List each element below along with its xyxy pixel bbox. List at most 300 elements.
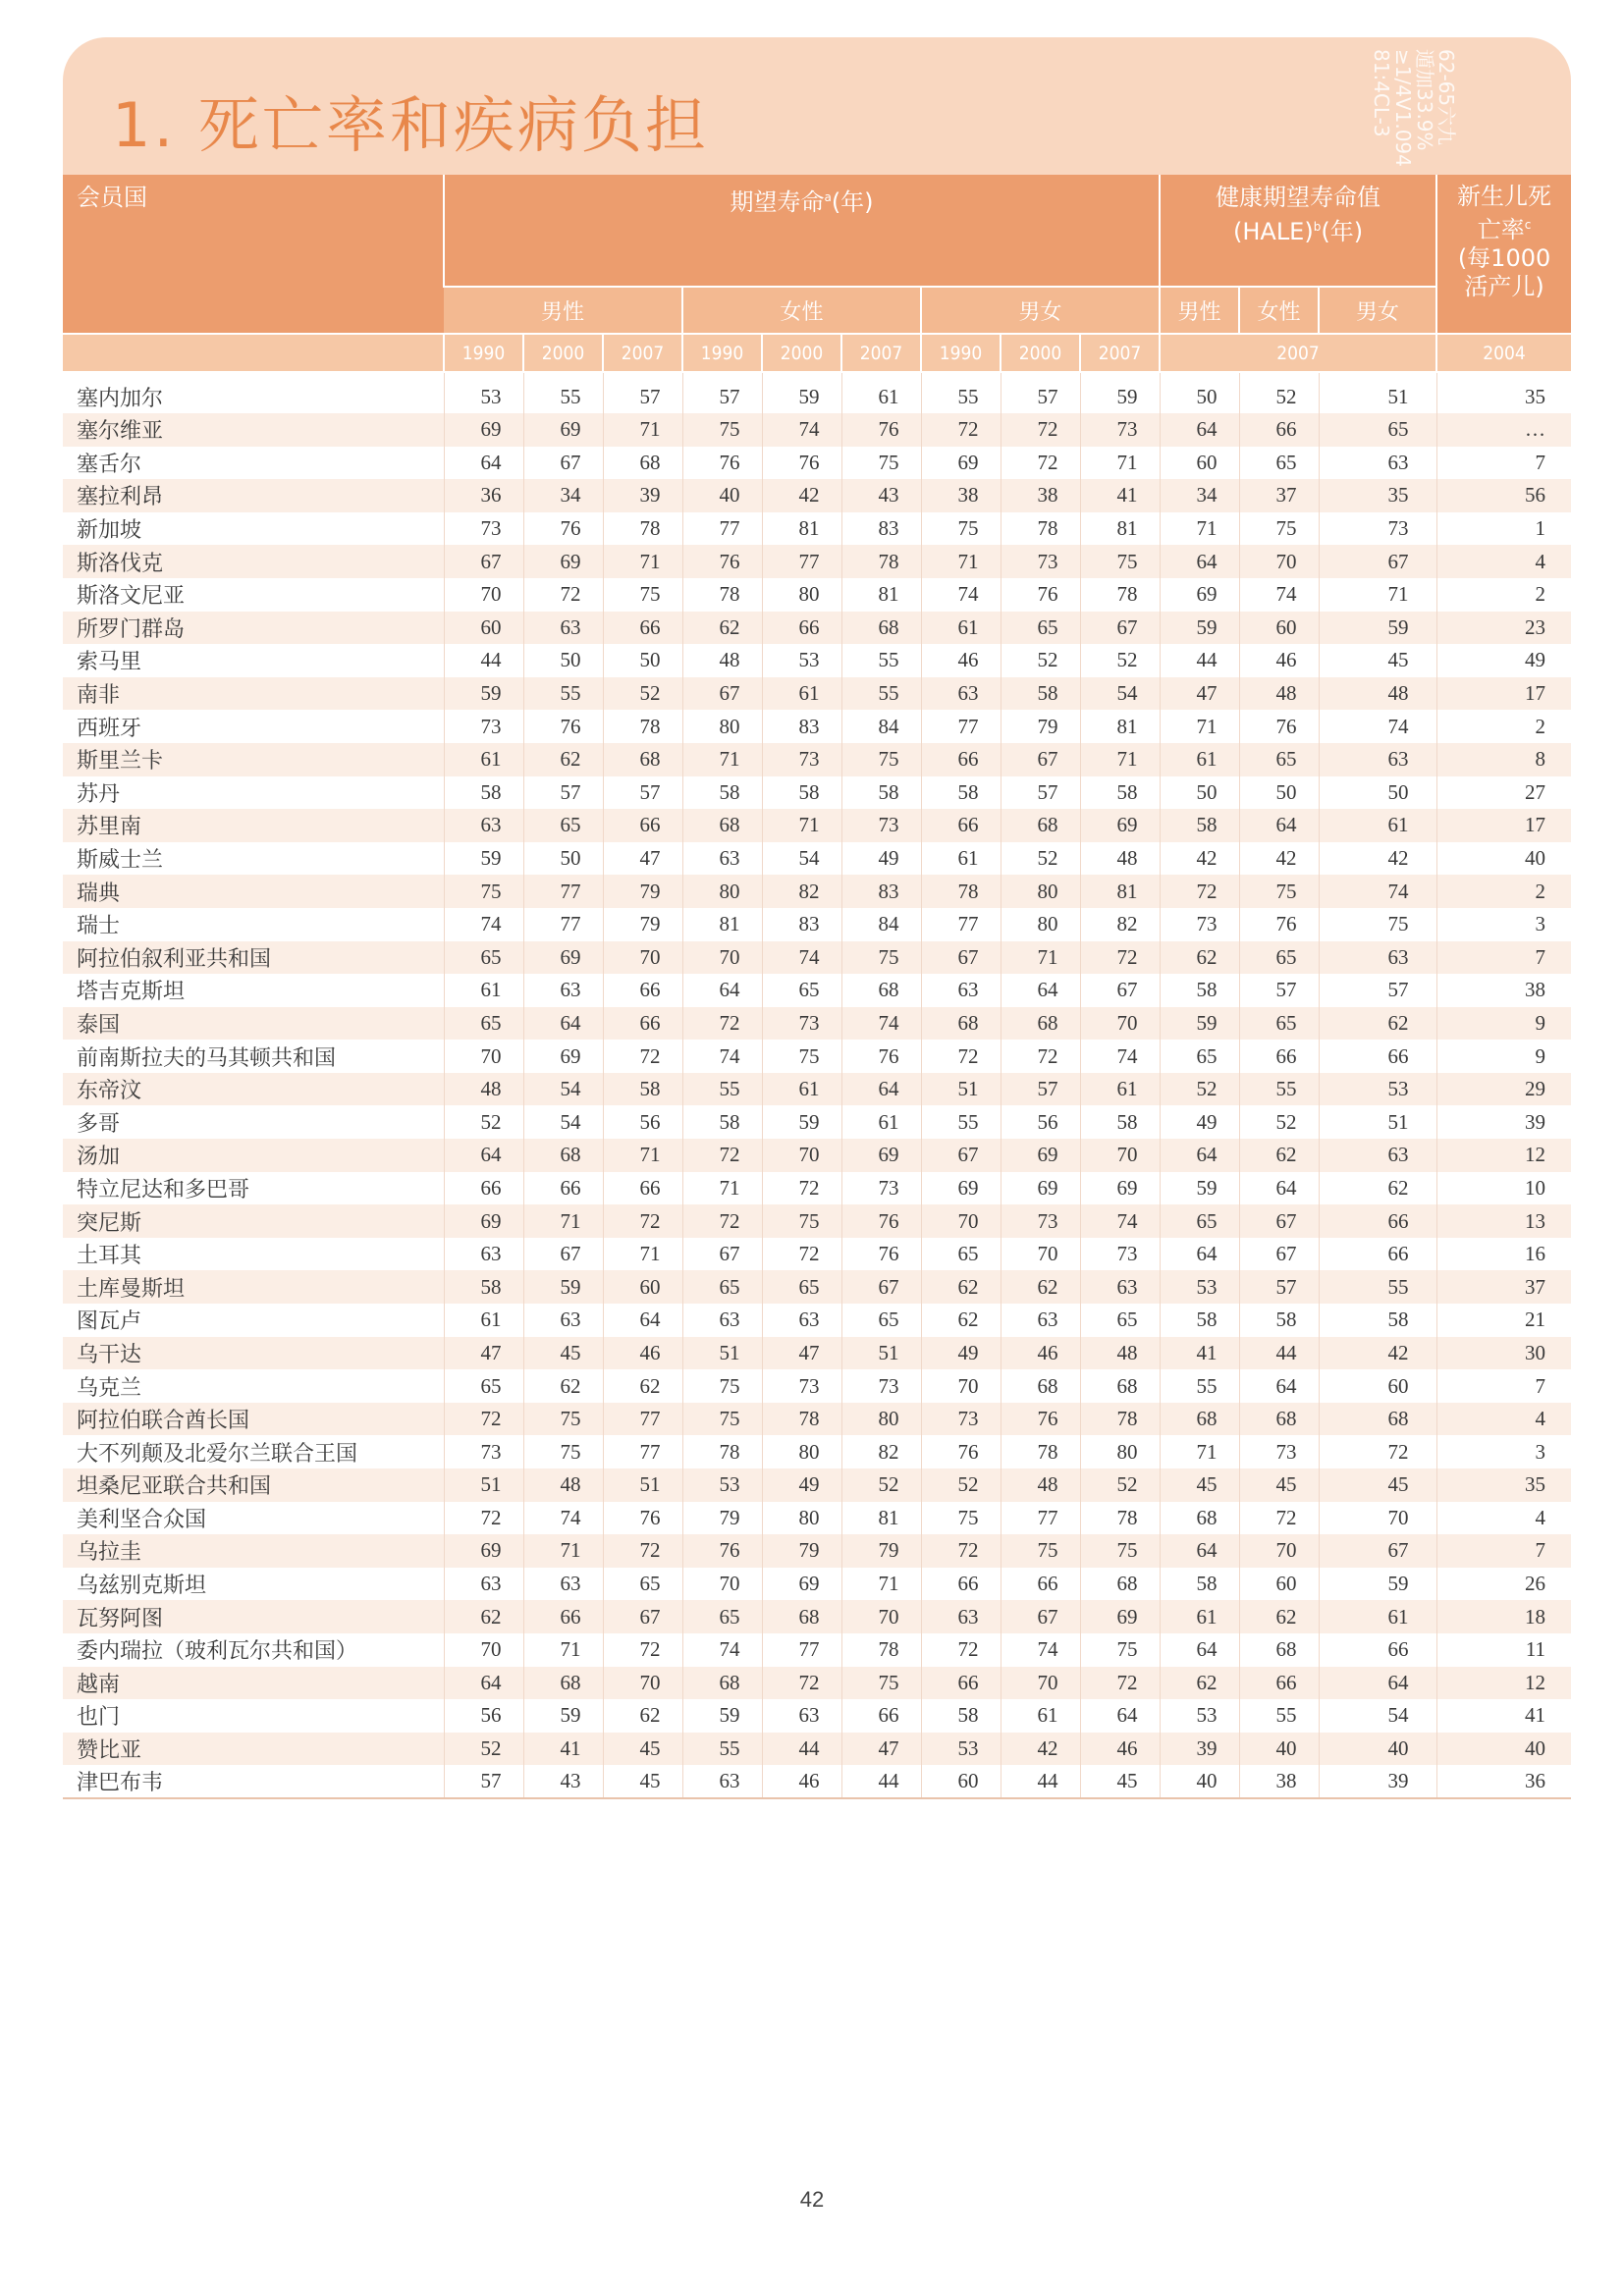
life-expectancy-cell: 75 [444,875,523,908]
life-expectancy-cell: 80 [682,710,762,743]
life-expectancy-cell: 44 [841,1765,921,1798]
life-expectancy-cell: 53 [444,372,523,413]
life-expectancy-cell: 55 [682,1073,762,1106]
hale-cell: 64 [1160,1238,1239,1271]
life-expectancy-cell: 69 [762,1568,841,1601]
life-expectancy-cell: 70 [444,1633,523,1667]
header-life-expectancy: 期望寿命$^a$(年) [444,175,1160,287]
hale-cell: 48 [1239,677,1319,711]
hale-cell: 62 [1319,1007,1436,1041]
country-name: 也门 [77,1705,121,1731]
hale-cell: 58 [1160,1568,1239,1601]
life-expectancy-cell: 70 [1001,1667,1080,1700]
life-expectancy-cell: 72 [1080,1667,1160,1700]
life-expectancy-cell: 68 [603,743,682,776]
life-expectancy-cell: 80 [762,578,841,612]
table-row [63,1667,1571,1700]
hale-cell: 63 [1319,1139,1436,1172]
life-expectancy-cell: 66 [523,1172,603,1205]
life-expectancy-cell: 66 [603,612,682,645]
hale-cell: 53 [1319,1073,1436,1106]
hale-cell: 68 [1160,1502,1239,1535]
header-country: 会员国 [63,175,444,334]
life-expectancy-cell: 61 [841,1105,921,1139]
hale-cell: 64 [1160,1534,1239,1568]
table-row [63,1633,1571,1667]
hale-cell: 50 [1160,372,1239,413]
life-expectancy-cell: 69 [444,413,523,447]
life-expectancy-cell: 58 [1080,1105,1160,1139]
hale-cell: 68 [1160,1403,1239,1436]
hale-cell: 71 [1160,710,1239,743]
life-expectancy-cell: 73 [444,710,523,743]
life-expectancy-cell: 78 [1001,1435,1080,1468]
neonatal-mortality-cell: 2 [1436,875,1571,908]
life-expectancy-cell: 61 [921,612,1001,645]
life-expectancy-cell: 62 [523,1369,603,1403]
life-expectancy-cell: 71 [603,1238,682,1271]
life-expectancy-cell: 65 [762,1270,841,1304]
life-expectancy-cell: 66 [603,809,682,842]
life-expectancy-cell: 75 [1001,1534,1080,1568]
hale-cell: 60 [1239,1568,1319,1601]
life-expectancy-cell: 58 [444,1270,523,1304]
life-expectancy-cell: 57 [1001,372,1080,413]
life-expectancy-cell: 56 [603,1105,682,1139]
hale-cell: 58 [1319,1304,1436,1337]
life-expectancy-cell: 65 [1080,1304,1160,1337]
life-expectancy-cell: 66 [921,743,1001,776]
life-expectancy-cell: 70 [1001,1238,1080,1271]
life-expectancy-cell: 68 [682,809,762,842]
life-expectancy-cell: 55 [921,372,1001,413]
life-expectancy-cell: 63 [682,1304,762,1337]
life-expectancy-cell: 75 [762,1040,841,1073]
header-year: 1990 [444,334,523,372]
hale-cell: 45 [1160,1468,1239,1502]
hale-cell: 65 [1239,1007,1319,1041]
life-expectancy-cell: 74 [1080,1204,1160,1238]
life-expectancy-cell: 76 [841,413,921,447]
neonatal-mortality-cell: 2 [1436,710,1571,743]
life-expectancy-cell: 78 [603,512,682,546]
life-expectancy-cell: 41 [523,1733,603,1766]
life-expectancy-cell: 61 [444,974,523,1007]
country-name: 东帝汶 [63,1073,444,1106]
life-expectancy-cell: 84 [841,710,921,743]
table-row [63,809,1571,842]
life-expectancy-cell: 71 [603,545,682,578]
life-expectancy-cell: 51 [603,1468,682,1502]
life-expectancy-cell: 71 [682,1172,762,1205]
hale-cell: 63 [1319,447,1436,480]
hale-cell: 55 [1239,1699,1319,1733]
hale-cell: 68 [1319,1403,1436,1436]
life-expectancy-cell: 57 [682,372,762,413]
hale-cell: 66 [1239,1667,1319,1700]
hale-cell: 50 [1319,776,1436,810]
header-year: 2000 [523,334,603,372]
hale-cell: 66 [1239,1040,1319,1073]
life-expectancy-cell: 82 [841,1435,921,1468]
header-hale: 健康期望寿命值 (HALE)$^b$(年) [1160,175,1436,287]
life-expectancy-cell: 68 [1001,809,1080,842]
neonatal-mortality-cell: 13 [1436,1204,1571,1238]
life-expectancy-cell: 76 [841,1238,921,1271]
life-expectancy-cell: 61 [444,743,523,776]
life-expectancy-cell: 76 [841,1204,921,1238]
table-row [63,447,1571,480]
life-expectancy-cell: 49 [841,842,921,876]
life-expectancy-cell: 73 [841,1172,921,1205]
life-expectancy-cell: 36 [444,479,523,512]
country-name: 大不列颠及北爱尔兰联合王国 [77,1441,358,1467]
life-expectancy-cell: 52 [1001,644,1080,677]
life-expectancy-cell: 77 [603,1403,682,1436]
life-expectancy-cell: 43 [523,1765,603,1798]
neonatal-mortality-cell: 7 [1436,1534,1571,1568]
country-name: 阿拉伯联合酋长国 [63,1403,444,1436]
life-expectancy-cell: 55 [921,1105,1001,1139]
life-expectancy-cell: 58 [1080,776,1160,810]
hale-cell: 49 [1160,1105,1239,1139]
life-expectancy-cell: 55 [523,677,603,711]
neonatal-mortality-cell: … [1436,413,1571,447]
hale-cell: 44 [1239,1337,1319,1370]
hale-cell: 42 [1239,842,1319,876]
life-expectancy-cell: 76 [682,545,762,578]
life-expectancy-cell: 77 [1001,1502,1080,1535]
hale-cell: 64 [1239,809,1319,842]
life-expectancy-cell: 77 [523,875,603,908]
neonatal-mortality-cell: 27 [1436,776,1571,810]
life-expectancy-cell: 52 [1080,644,1160,677]
country-name: 美利坚合众国 [77,1507,207,1532]
header-le-female: 女性 [682,287,921,334]
table-row [63,1270,1571,1304]
country-name: 津巴布韦 [63,1765,444,1798]
life-expectancy-cell: 75 [841,447,921,480]
hale-cell: 51 [1319,1105,1436,1139]
life-expectancy-cell: 76 [841,1040,921,1073]
life-expectancy-cell: 66 [1001,1568,1080,1601]
life-expectancy-cell: 63 [921,1600,1001,1633]
life-expectancy-cell: 54 [1080,677,1160,711]
country-name: 南非 [63,677,444,711]
table-row [63,1337,1571,1370]
life-expectancy-cell: 41 [1080,479,1160,512]
life-expectancy-cell: 66 [921,809,1001,842]
country-name: 瑞士 [77,914,121,939]
neonatal-mortality-cell: 7 [1436,941,1571,975]
country-name: 塞拉利昂 [63,479,444,512]
neonatal-mortality-cell: 37 [1436,1270,1571,1304]
life-expectancy-cell: 68 [603,447,682,480]
table-row [63,908,1571,941]
table-row [63,612,1571,645]
hale-cell: 76 [1239,710,1319,743]
hale-cell: 72 [1160,875,1239,908]
hale-cell: 40 [1239,1733,1319,1766]
life-expectancy-cell: 70 [682,941,762,975]
table-row [63,1073,1571,1106]
table-row [63,941,1571,975]
hale-cell: 45 [1239,1468,1319,1502]
life-expectancy-cell: 57 [444,1765,523,1798]
life-expectancy-cell: 46 [1001,1337,1080,1370]
life-expectancy-cell: 68 [1080,1568,1160,1601]
life-expectancy-cell: 62 [921,1270,1001,1304]
hale-cell: 45 [1319,1468,1436,1502]
hale-cell: 62 [1239,1139,1319,1172]
country-name: 苏丹 [77,781,121,807]
life-expectancy-cell: 50 [523,644,603,677]
neonatal-mortality-cell: 17 [1436,677,1571,711]
life-expectancy-cell: 72 [1001,413,1080,447]
hale-cell: 63 [1319,941,1436,975]
life-expectancy-cell: 63 [1080,1270,1160,1304]
life-expectancy-cell: 80 [1001,908,1080,941]
life-expectancy-cell: 78 [1080,1403,1160,1436]
hale-cell: 68 [1239,1403,1319,1436]
life-expectancy-cell: 72 [921,1534,1001,1568]
life-expectancy-cell: 55 [682,1733,762,1766]
life-expectancy-cell: 77 [921,908,1001,941]
life-expectancy-cell: 80 [1001,875,1080,908]
life-expectancy-cell: 78 [1001,512,1080,546]
life-expectancy-cell: 72 [1001,1040,1080,1073]
hale-cell: 55 [1160,1369,1239,1403]
life-expectancy-cell: 67 [1080,974,1160,1007]
life-expectancy-cell: 69 [841,1139,921,1172]
neonatal-mortality-cell: 21 [1436,1304,1571,1337]
life-expectancy-cell: 69 [523,413,603,447]
life-expectancy-cell: 63 [682,1765,762,1798]
table-row [63,1435,1571,1468]
header-year: 1990 [682,334,762,372]
life-expectancy-cell: 75 [1080,1633,1160,1667]
hale-cell: 59 [1160,1172,1239,1205]
life-expectancy-cell: 38 [1001,479,1080,512]
life-expectancy-cell: 67 [921,1139,1001,1172]
header-hale-male: 男性 [1160,287,1239,334]
hale-cell: 65 [1239,941,1319,975]
table-row [63,842,1571,876]
life-expectancy-cell: 63 [1001,1304,1080,1337]
life-expectancy-cell: 73 [762,743,841,776]
life-expectancy-cell: 73 [841,1369,921,1403]
hale-cell: 71 [1160,1435,1239,1468]
hale-cell: 53 [1160,1270,1239,1304]
life-expectancy-cell: 74 [1001,1633,1080,1667]
life-expectancy-cell: 57 [603,776,682,810]
country-name: 乌兹别克斯坦 [77,1574,207,1599]
life-expectancy-cell: 77 [603,1435,682,1468]
table-row [63,1502,1571,1535]
life-expectancy-cell: 70 [1080,1139,1160,1172]
life-expectancy-cell: 48 [523,1468,603,1502]
hale-cell: 75 [1319,908,1436,941]
life-expectancy-cell: 81 [1080,875,1160,908]
hale-cell: 57 [1239,974,1319,1007]
neonatal-mortality-cell: 35 [1436,1468,1571,1502]
country-name: 坦桑尼亚联合共和国 [63,1468,444,1502]
life-expectancy-cell: 73 [762,1369,841,1403]
life-expectancy-cell: 75 [841,743,921,776]
header-hale-year: 2007 [1160,334,1436,372]
life-expectancy-cell: 70 [921,1204,1001,1238]
country-name: 委内瑞拉（玻利瓦尔共和国） [77,1639,358,1665]
life-expectancy-cell: 34 [523,479,603,512]
hale-cell: 37 [1239,479,1319,512]
life-expectancy-cell: 70 [444,1040,523,1073]
life-expectancy-cell: 73 [444,512,523,546]
life-expectancy-cell: 69 [1080,1172,1160,1205]
life-expectancy-cell: 56 [1001,1105,1080,1139]
life-expectancy-cell: 72 [444,1502,523,1535]
life-expectancy-cell: 78 [682,578,762,612]
hale-cell: 67 [1239,1238,1319,1271]
country-name: 多哥 [77,1111,121,1137]
life-expectancy-cell: 72 [603,1633,682,1667]
neonatal-mortality-cell: 40 [1436,1733,1571,1766]
table-row [63,1105,1571,1139]
neonatal-mortality-cell: 7 [1436,1369,1571,1403]
hale-cell: 66 [1319,1204,1436,1238]
page-title: 1. 死亡率和疾病负担 [112,89,709,161]
life-expectancy-cell: 52 [921,1468,1001,1502]
country-name: 乌干达 [63,1337,444,1370]
table-row [63,413,1571,447]
life-expectancy-cell: 70 [603,941,682,975]
country-name: 瑞典 [63,875,444,908]
life-expectancy-cell: 68 [523,1667,603,1700]
life-expectancy-cell: 62 [523,743,603,776]
life-expectancy-cell: 71 [682,743,762,776]
header-year: 2000 [762,334,841,372]
life-expectancy-cell: 69 [921,447,1001,480]
life-expectancy-cell: 64 [1080,1699,1160,1733]
table-row [63,644,1571,677]
country-name: 特立尼达和多巴哥 [77,1177,250,1202]
hale-cell: 66 [1319,1633,1436,1667]
hale-cell: 58 [1160,974,1239,1007]
life-expectancy-cell: 78 [841,545,921,578]
life-expectancy-cell: 58 [444,776,523,810]
hale-cell: 55 [1319,1270,1436,1304]
decorative-text-line: 81:4CL-3 [1370,49,1393,137]
life-expectancy-cell: 52 [1001,842,1080,876]
life-expectancy-cell: 64 [523,1007,603,1041]
life-expectancy-cell: 65 [523,809,603,842]
life-expectancy-cell: 77 [523,908,603,941]
life-expectancy-cell: 82 [762,875,841,908]
neonatal-mortality-cell: 39 [1436,1105,1571,1139]
life-expectancy-cell: 73 [762,1007,841,1041]
table-row [63,545,1571,578]
country-name: 塞尔维亚 [63,413,444,447]
life-expectancy-cell: 44 [444,644,523,677]
country-name: 土耳其 [77,1244,142,1269]
life-expectancy-cell: 65 [603,1568,682,1601]
life-expectancy-cell: 83 [762,908,841,941]
country-name: 突尼斯 [63,1204,444,1238]
life-expectancy-cell: 74 [682,1040,762,1073]
hale-cell: 63 [1319,743,1436,776]
life-expectancy-cell: 54 [762,842,841,876]
life-expectancy-cell: 72 [921,1040,1001,1073]
life-expectancy-cell: 63 [444,1238,523,1271]
table-row [63,1172,1571,1205]
hale-cell: 64 [1239,1172,1319,1205]
life-expectancy-cell: 81 [841,578,921,612]
life-expectancy-cell: 79 [762,1534,841,1568]
hale-cell: 60 [1239,612,1319,645]
life-expectancy-cell: 52 [444,1733,523,1766]
header-le-male: 男性 [444,287,682,334]
header-nmr-year: 2004 [1436,334,1571,372]
neonatal-mortality-cell: 16 [1436,1238,1571,1271]
life-expectancy-cell: 76 [603,1502,682,1535]
table-row [63,875,1571,908]
table-row [63,974,1571,1007]
life-expectancy-cell: 49 [762,1468,841,1502]
life-expectancy-cell: 79 [603,908,682,941]
life-expectancy-cell: 61 [1001,1699,1080,1733]
life-expectancy-cell: 73 [921,1403,1001,1436]
hale-cell: 70 [1239,545,1319,578]
life-expectancy-cell: 66 [841,1699,921,1733]
header-year: 2000 [1001,334,1080,372]
hale-cell: 69 [1160,578,1239,612]
life-expectancy-cell: 47 [841,1733,921,1766]
neonatal-mortality-cell: 18 [1436,1600,1571,1633]
hale-cell: 64 [1160,413,1239,447]
country-name: 塞内加尔 [77,387,164,411]
life-expectancy-cell: 79 [1001,710,1080,743]
life-expectancy-cell: 38 [921,479,1001,512]
neonatal-mortality-cell: 23 [1436,612,1571,645]
life-expectancy-cell: 43 [841,479,921,512]
life-expectancy-cell: 57 [523,776,603,810]
table-row [63,677,1571,711]
neonatal-mortality-cell: 8 [1436,743,1571,776]
life-expectancy-cell: 73 [1080,1238,1160,1271]
neonatal-mortality-cell: 35 [1436,372,1571,413]
life-expectancy-cell: 71 [1001,941,1080,975]
hale-cell: 67 [1319,545,1436,578]
life-expectancy-cell: 64 [444,447,523,480]
life-expectancy-cell: 67 [523,447,603,480]
table-row [63,1468,1571,1502]
hale-cell: 41 [1160,1337,1239,1370]
hale-cell: 50 [1239,776,1319,810]
life-expectancy-cell: 63 [762,1304,841,1337]
life-expectancy-cell: 53 [762,644,841,677]
title-band [63,37,1571,175]
life-expectancy-cell: 46 [603,1337,682,1370]
neonatal-mortality-cell: 4 [1436,545,1571,578]
life-expectancy-cell: 74 [921,578,1001,612]
life-expectancy-cell: 58 [603,1073,682,1106]
country-name: 塞舌尔 [77,452,142,477]
life-expectancy-cell: 64 [444,1667,523,1700]
life-expectancy-cell: 68 [1001,1369,1080,1403]
neonatal-mortality-cell: 38 [1436,974,1571,1007]
life-expectancy-cell: 48 [682,644,762,677]
life-expectancy-cell: 71 [523,1204,603,1238]
neonatal-mortality-cell: 9 [1436,1007,1571,1041]
